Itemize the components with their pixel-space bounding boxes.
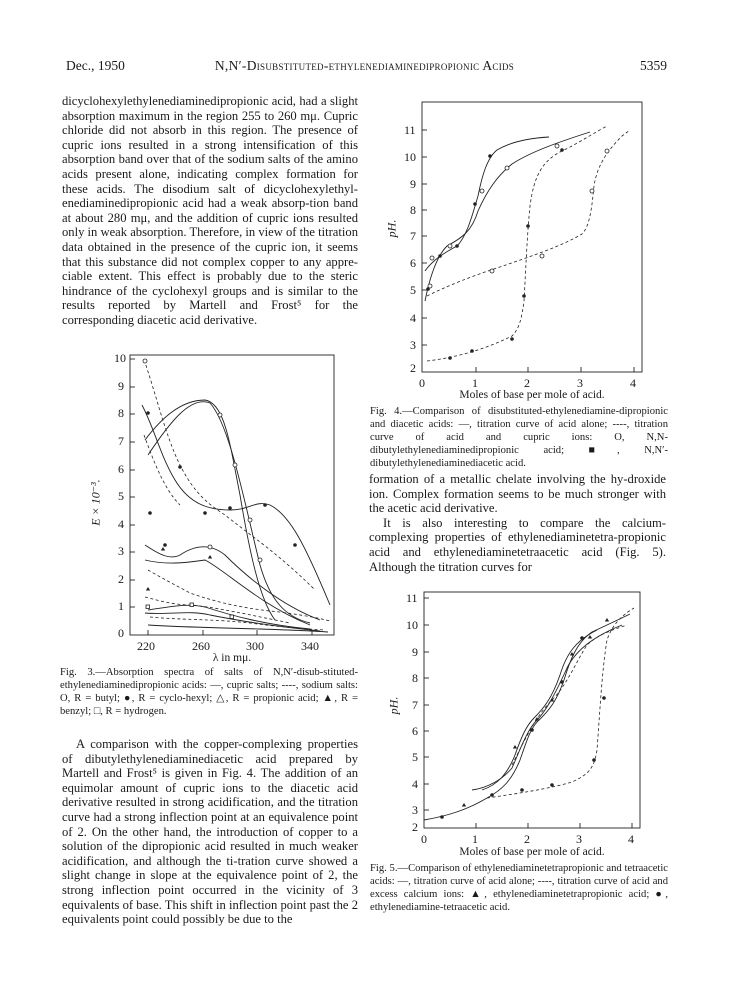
fig5-xtick: 0: [421, 832, 427, 846]
fig4-ytick: 4: [410, 311, 416, 325]
fig3-ytick: 6: [118, 462, 124, 476]
figure-5: [372, 590, 670, 940]
paragraph: formation of a metallic chelate involving the hy-droxide ion. Complex formation seems to be much stronger with the acetic acid derivative.: [369, 472, 666, 516]
figure-3-plot: [60, 345, 360, 645]
fig3-xtick: 220: [137, 639, 155, 653]
fig5-ytick: 2: [412, 820, 418, 834]
fig5-caption: Fig. 5.—Comparison of ethylenediaminetetrapropionic and tetraacetic acids: —, titration curve of acid alone; ----, titration curve of acid and excess calcium ions: ▲, ethylenediaminetetrapropionic acid; ●, ethylenediamine-tetraacetic acid.: [370, 863, 668, 913]
body-text-left-top: [62, 94, 358, 328]
fig4-ytick: 10: [404, 150, 416, 164]
fig5-ytick: 9: [412, 645, 418, 659]
fig3-caption: Fig. 3.—Absorption spectra of salts of N,N′-disub-stituted-ethylenediaminedipropionic acids: —, cupric salts; ----, sodium salts: O, R = butyl; ●, R = cyclo-hexyl; △, R = propionic acid; ▲, R = benzyl; □, R = hydrogen.: [60, 667, 358, 717]
running-head-date: Dec., 1950: [66, 58, 125, 73]
fig5-ytick: 8: [412, 671, 418, 685]
fig3-ytick: 5: [118, 489, 124, 503]
body-text-left-bottom: [62, 737, 358, 927]
fig3-ytick: 3: [118, 544, 124, 558]
fig5-ylabel: pH.: [386, 696, 401, 715]
fig5-ytick: 3: [412, 803, 418, 817]
fig3-xtick: 340: [301, 639, 319, 653]
fig5-xtick: 3: [576, 832, 582, 846]
fig3-ytick: 7: [118, 434, 124, 448]
fig5-ytick: 7: [412, 698, 418, 712]
fig4-xtick: 4: [630, 376, 636, 390]
fig3-xlabel: λ in mμ.: [212, 652, 252, 664]
figure-4: [372, 96, 670, 476]
fig5-xtick: 4: [628, 832, 634, 846]
paragraph: It is also interesting to compare the calcium-complexing properties of ethylenediaminetetra-propionic acid and ethylenediaminetetraacetic acid (Fig. 5). Although the titration curves for: [369, 515, 666, 574]
fig4-ytick: 7: [410, 229, 416, 243]
paragraph: dicyclohexylethylenediaminedipropionic acid, had a slight absorption maximum in the region 255 to 260 mμ. Cupric chloride did not absorb in this region. The presence of cupric ions resulted in a strong intensification of this absorption band over that of the sodium salts of the amino acids present alone, indicating complex formation for these acids. The disodium salt of dicyclohexylethyl-enediaminedipropionic acid had a weak absorp-tion band at about 280 mμ, and the addition of cupric ions resulted only in weak absorption. Therefore, in view of the titration data obtained in the presence of the cupric ion, it seems that this substance did not complex copper to any appre-ciable extent. This effect is probably due to the steric hindrance of the cyclohexyl groups and is similar to the results reported by Martell and Frost⁵ for the corresponding diacetic acid derivative.: [62, 94, 358, 327]
fig4-ytick: 6: [410, 256, 416, 270]
fig3-xtick: 260: [192, 639, 210, 653]
fig5-ytick: 6: [412, 724, 418, 738]
fig3-ytick: 1: [118, 599, 124, 613]
paragraph: A comparison with the copper-complexing properties of dibutylethylenediaminediacetic acid prepared by Martell and Frost⁵ is given in Fig. 4. The addition of an equimolar amount of cupric ions to the diacetic acid derivative resulted in strong acidification, and the titration curve had a strong inflection point at an equivalence point of 2. On the other hand, the introduction of copper to a solution of the dipropionic acid resulted in much weaker acidification, and although the ti-tration curve showed a slight change in slope at the equivalence point of 2, the strong inflection point occurred in the vicinity of 3 equivalents of base. This shift in inflection point past the 2 equivalents point could possibly be due to the: [62, 737, 358, 927]
fig3-ytick: 9: [118, 379, 124, 393]
fig5-xtick: 2: [524, 832, 530, 846]
fig3-ytick: 8: [118, 406, 124, 420]
fig4-xtick: 1: [472, 376, 478, 390]
fig4-ytick: 3: [410, 338, 416, 352]
fig3-ytick: 10: [114, 351, 126, 365]
fig5-ytick: 4: [412, 777, 418, 791]
fig3-ylabel: E × 10⁻³.: [88, 479, 103, 526]
fig4-ylabel: pH.: [384, 219, 399, 238]
page-number: 5359: [640, 58, 667, 73]
fig4-xlabel: Moles of base per mole of acid.: [459, 389, 605, 401]
fig3-ytick: 0: [118, 626, 124, 640]
fig4-ytick: 5: [410, 283, 416, 297]
fig4-caption: Fig. 4.—Comparison of disubstituted-ethylenediamine-dipropionic and diacetic acids: —, titration curve of acid alone; ----, titration curve of acid and cupric ions: O, N,N-dibutylethylenediaminedipropionic acid; ■, N,N′-dibutylethylenediaminediacetic acid.: [370, 406, 668, 469]
fig5-ytick: 11: [406, 591, 418, 605]
fig4-ytick: 11: [404, 123, 416, 137]
fig4-ytick: 2: [410, 361, 416, 375]
fig5-xlabel: Moles of base per mole of acid.: [459, 846, 605, 858]
fig4-ytick: 9: [410, 177, 416, 191]
running-head-title: N,N′-Disubstituted-ethylenediaminedipropionic Acids: [214, 58, 515, 73]
fig5-ytick: 5: [412, 750, 418, 764]
fig4-xtick: 0: [419, 376, 425, 390]
fig3-ytick: 2: [118, 572, 124, 586]
fig3-xtick: 300: [246, 639, 264, 653]
body-text-right: [369, 472, 666, 574]
figure-4-plot: [372, 96, 670, 376]
fig3-ytick: 4: [118, 517, 124, 531]
figure-3: [60, 345, 360, 735]
fig4-xtick: 2: [524, 376, 530, 390]
fig5-ytick: 10: [406, 618, 418, 632]
fig4-ytick: 8: [410, 203, 416, 217]
fig5-xtick: 1: [472, 832, 478, 846]
fig4-xtick: 3: [577, 376, 583, 390]
